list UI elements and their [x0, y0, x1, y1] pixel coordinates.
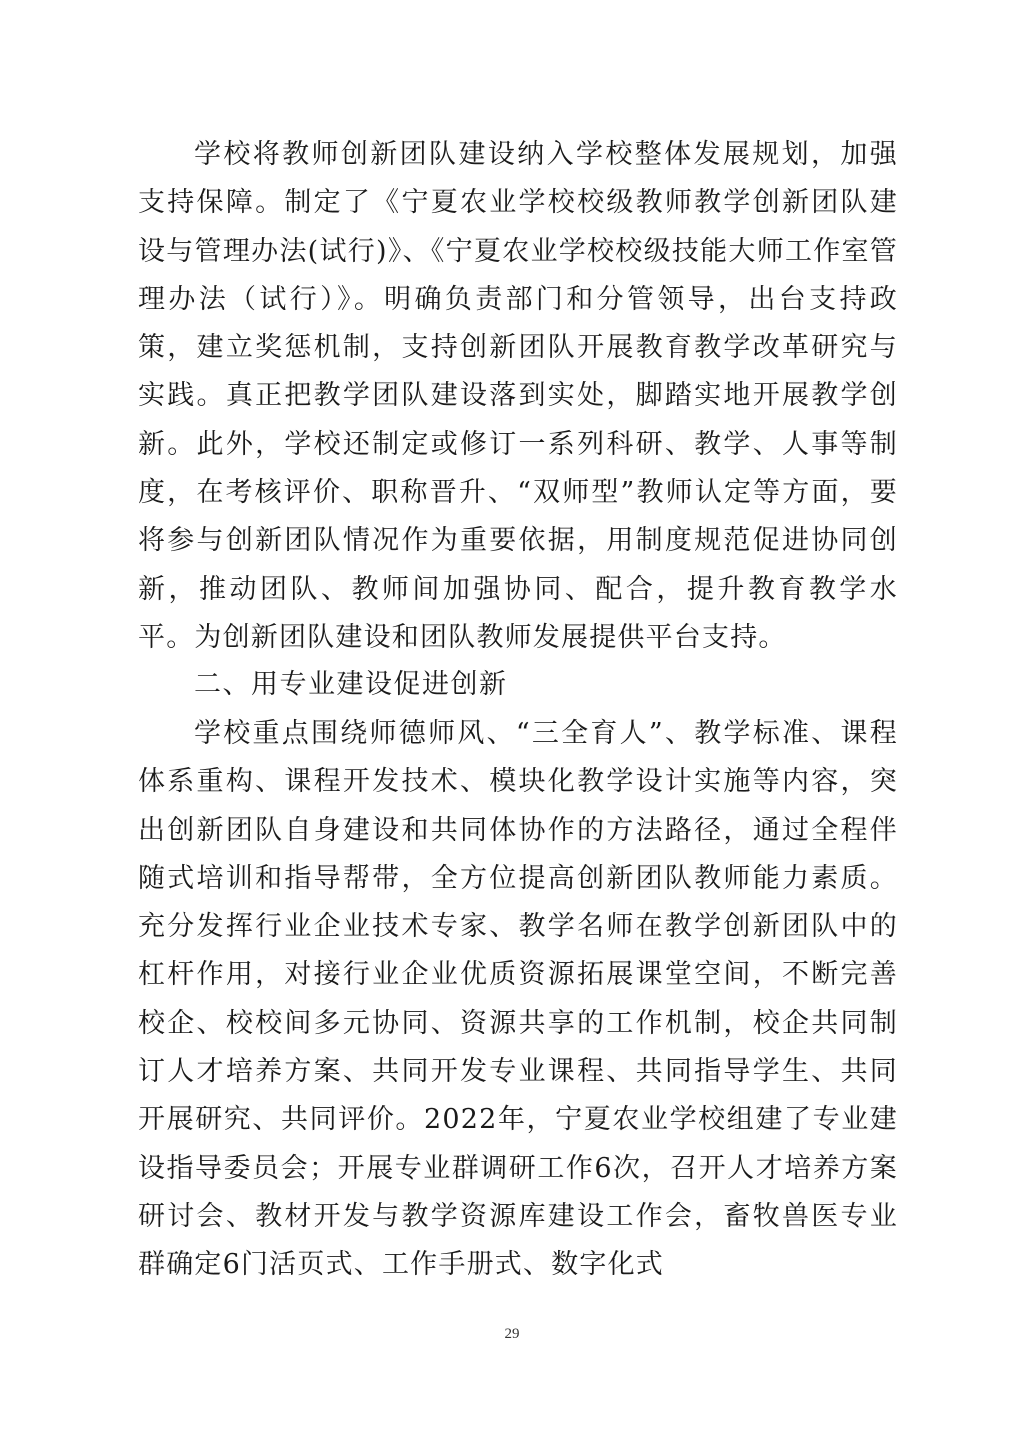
page-number: 29 — [504, 1326, 520, 1342]
body-text-block-1 — [138, 131, 898, 662]
section-heading-2: 二、用专业建设促进创新 — [194, 669, 508, 700]
body-text-block-2 — [138, 710, 898, 1290]
paragraph-2: 学校重点围绕师德师风、“三全育人”、教学标准、课程体系重构、课程开发技术、模块化教学设计实施等内容，突出创新团队自身建设和共同体协作的方法路径，通过全程伴随式培训和指导帮带，全方位提高创新团队教师能力素质。充分发挥行业企业技术专家、教学名师在教学创新团队中的杠杆作用，对接行业企业优质资源拓展课堂空间，不断完善校企、校校间多元协同、资源共享的工作机制，校企共同制订人才培养方案、共同开发专业课程、共同指导学生、共同开展研究、共同评价。2022年，宁夏农业学校组建了专业建设指导委员会；开展专业群调研工作6次，召开人才培养方案研讨会、教材开发与教学资源库建设工作会，畜牧兽医专业群确定6门活页式、工作手册式、数字化式 — [138, 718, 898, 1281]
paragraph-1: 学校将教师创新团队建设纳入学校整体发展规划，加强支持保障。制定了《宁夏农业学校校级教师教学创新团队建设与管理办法(试行)》、《宁夏农业学校校级技能大师工作室管理办法（试行）》。明确负责部门和分管领导，出台支持政策，建立奖惩机制，支持创新团队开展教育教学改革研究与实践。真正把教学团队建设落到实处，脚踏实地开展教学创新。此外，学校还制定或修订一系列科研、教学、人事等制度，在考核评价、职称晋升、“双师型”教师认定等方面，要将参与创新团队情况作为重要依据，用制度规范促进协同创新，推动团队、教师间加强协同、配合，提升教育教学水平。为创新团队建设和团队教师发展提供平台支持。 — [138, 139, 898, 653]
